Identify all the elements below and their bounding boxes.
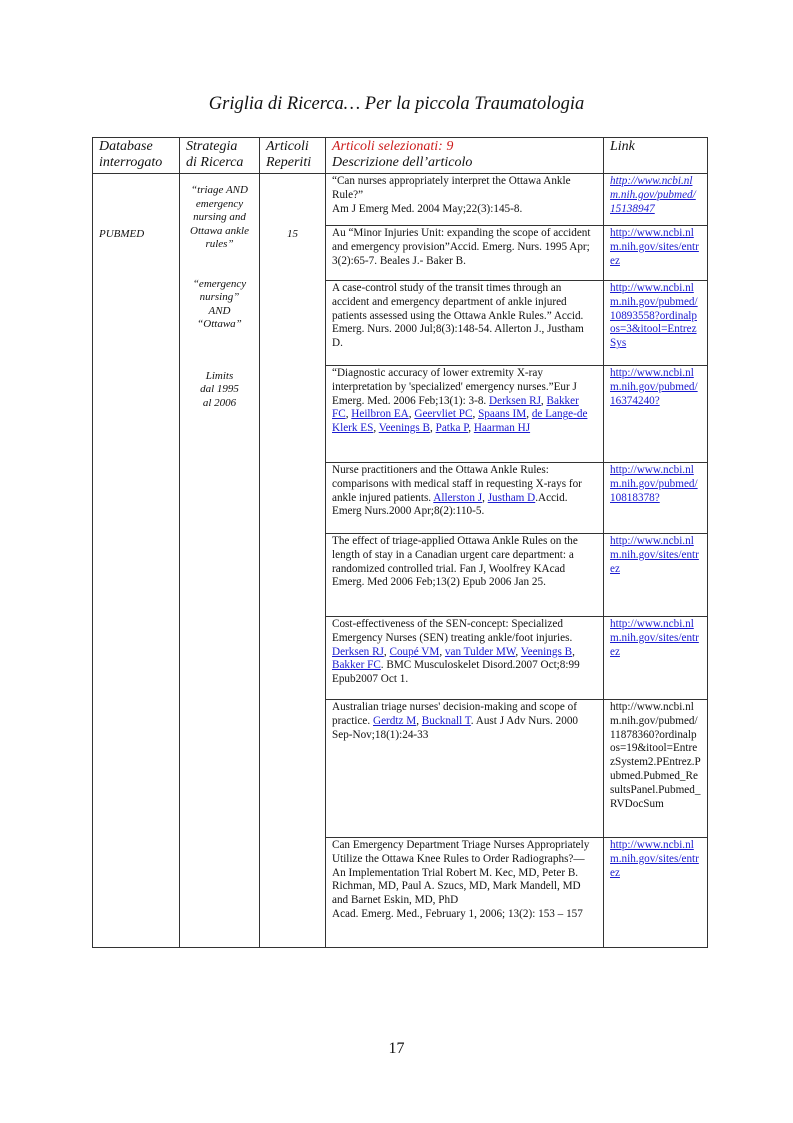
article-link[interactable]: http://www.ncbi.nlm.nih.gov/pubmed/15138947 [610,175,696,215]
article-link-cell [604,226,708,281]
header-strategia: Strategia di Ricerca [180,138,260,174]
author-link[interactable]: Veenings B [378,422,431,435]
header-row [93,138,708,174]
article-description: Can Emergency Department Triage Nurses Appropriately Utilize the Ottawa Knee Rules to Order Radiographs?—An Implementation Trial Robert M. Kec, MD, Peter B. Richman, MD, Paul A. Szucs, MD, Mark Mandell, MD and Barnet Eskin, MD, PhD Acad. Emerg. Med., February 1, 2006; 13(2): 153 – 157 [326,838,604,948]
author-link[interactable]: Coupé VM [389,645,440,658]
author-link[interactable]: Allerston J [433,491,483,504]
article-link-cell [604,617,708,700]
articles-found-count: 15 [287,228,298,240]
page-number: 17 [388,1040,405,1057]
header-link: Link [604,138,708,174]
author-link[interactable]: Spaans IM [478,408,527,421]
author-link[interactable]: Heilbron EA [351,408,409,421]
strategy-cell [180,174,260,948]
article-link-cell [604,174,708,226]
article-link[interactable]: http://www.ncbi.nlm.nih.gov/pubmed/10818378? [610,464,698,504]
author-link[interactable]: Derksen RJ [332,645,384,658]
article-description: “Diagnostic accuracy of lower extremity X-ray interpretation by 'specialized' emergency nurses.”Eur J Emerg. Med. 2006 Feb;13(1): 3-8. Derksen RJ, Bakker FC, Heilbron EA, Geervliet PC, Spaans IM, de Lange-de Klerk ES, Veenings B, Patka P, Haarman HJ [326,366,604,463]
database-cell [93,174,180,948]
author-link[interactable]: Bakker FC [332,394,579,421]
articles-found-cell [260,174,326,948]
article-description: Au “Minor Injuries Unit: expanding the scope of accident and emergency provision”Accid. Emerg. Nurs. 1995 Apr; 3(2):65-7. Beales J.- Baker B. [326,226,604,281]
search-grid-table [92,137,708,948]
author-link[interactable]: de Lange-de Klerk ES [332,408,588,435]
article-link-cell [604,838,708,948]
header-articoli: Articoli Reperiti [260,138,326,174]
article-description: Nurse practitioners and the Ottawa Ankle Rules: comparisons with medical staff in requesting X-rays for ankle injured patients. Allerston J, Justham D.Accid. Emerg Nurs.2000 Apr;8(2):110-5. [326,463,604,534]
article-link[interactable]: http://www.ncbi.nlm.nih.gov/sites/entrez [610,227,699,267]
database-name: PUBMED [99,228,145,240]
article-link[interactable]: http://www.ncbi.nlm.nih.gov/sites/entrez [610,839,699,879]
article-link-cell [604,281,708,366]
author-link[interactable]: Bakker FC [332,659,381,672]
header-selezionati: Articoli selezionati: 9 Descrizione dell’articolo [326,138,604,174]
article-link-cell [604,534,708,617]
article-description: Cost-effectiveness of the SEN-concept: Specialized Emergency Nurses (SEN) treating ankle/foot injuries. Derksen RJ, Coupé VM, van Tulder MW, Veenings B, Bakker FC. BMC Musculoskelet Disord.2007 Oct;8:99 Epub2007 Oct 1. [326,617,604,700]
article-link-plain: http://www.ncbi.nlm.nih.gov/pubmed/11878360?ordinalpos=19&itool=EntrezSystem2.PEntrez.Pubmed.Pubmed_ResultsPanel.Pubmed_RVDocSum [610,701,701,810]
strategy-1: “triage AND emergency nursing and Ottawa ankle rules” [190,184,249,250]
strategy-3: Limits dal 1995 al 2006 [200,369,239,409]
author-link[interactable]: Gerdtz M [373,714,417,727]
article-description: The effect of triage-applied Ottawa Ankle Rules on the length of stay in a Canadian urgent care department: a randomized controlled trial. Fan J, Woolfrey KAcad Emerg. Med 2006 Feb;13(2) Epub 2006 Jan 25. [326,534,604,617]
article-link-cell [604,700,708,838]
article-description: A case-control study of the transit times through an accident and emergency department of ankle injured patients assessed using the Ottawa Ankle Rules.” Accid. Emerg. Nurs. 2000 Jul;8(3):148-54. Allerton J., Justham D. [326,281,604,366]
author-link[interactable]: van Tulder MW [444,645,516,658]
strategy-2: “emergency nursing” AND “Ottawa” [192,277,247,330]
author-link[interactable]: Derksen RJ [489,394,541,407]
table-row [93,174,708,226]
article-link[interactable]: http://www.ncbi.nlm.nih.gov/sites/entrez [610,535,699,575]
article-link-cell [604,366,708,463]
article-description: “Can nurses appropriately interpret the Ottawa Ankle Rule?” Am J Emerg Med. 2004 May;22(3):145-8. [326,174,604,226]
author-link[interactable]: Haarman HJ [473,422,531,435]
article-link[interactable]: http://www.ncbi.nlm.nih.gov/pubmed/10893558?ordinalpos=3&itool=EntrezSys [610,282,698,350]
article-link-cell [604,463,708,534]
header-database: Database interrogato [93,138,180,174]
article-link[interactable]: http://www.ncbi.nlm.nih.gov/sites/entrez [610,618,699,658]
author-link[interactable]: Bucknall T [421,714,471,727]
article-description: Australian triage nurses' decision-making and scope of practice. Gerdtz M, Bucknall T. Aust J Adv Nurs. 2000 Sep-Nov;18(1):24-33 [326,700,604,838]
author-link[interactable]: Justham D [487,491,536,504]
author-link[interactable]: Patka P [435,422,469,435]
author-link[interactable]: Veenings B [520,645,573,658]
author-link[interactable]: Geervliet PC [414,408,473,421]
page-title: Griglia di Ricerca… Per la piccola Traumatologia [208,94,585,114]
article-link[interactable]: http://www.ncbi.nlm.nih.gov/pubmed/16374240? [610,367,698,407]
